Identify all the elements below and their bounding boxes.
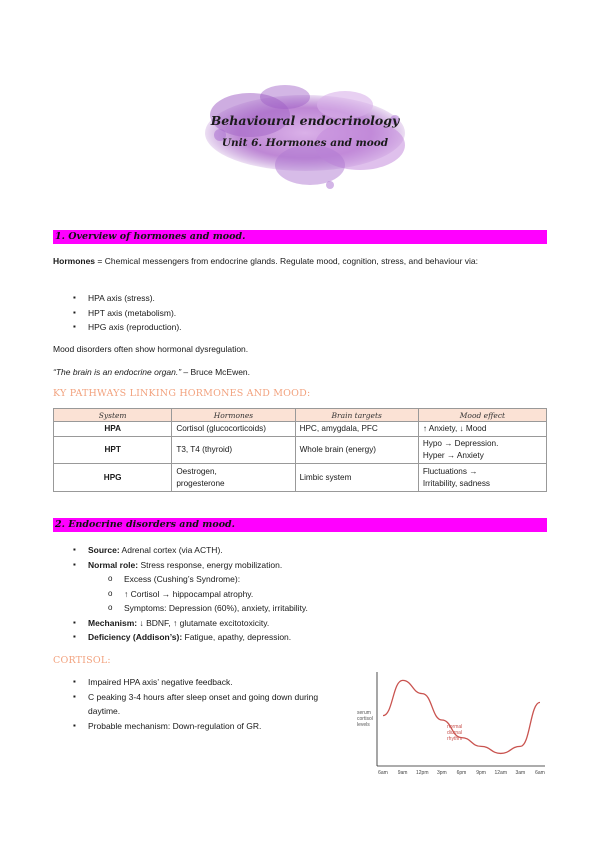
cortisol-chart	[355, 668, 550, 780]
sub-list-item: o Excess (Cushing’s Syndrome):	[70, 572, 540, 587]
list-item: ▪ HPA axis (stress).	[70, 291, 182, 306]
document-title: Behavioural endocrinology	[210, 113, 400, 128]
list-item	[70, 558, 540, 573]
pathways-table	[53, 408, 547, 492]
list-item	[70, 543, 540, 558]
hormones-definition	[53, 254, 547, 268]
quote-author: – Bruce McEwen.	[181, 367, 251, 377]
cortisol-curve	[383, 680, 540, 753]
cell-line: Oestrogen,	[176, 466, 217, 476]
x-tick-label: 9am	[397, 770, 408, 776]
table-header: Hormones	[172, 409, 295, 422]
table-cell: HPT	[54, 437, 172, 464]
pathways-heading: KY PATHWAYS LINKING HORMONES AND MOOD:	[53, 388, 311, 399]
document-subtitle: Unit 6. Hormones and mood	[221, 137, 389, 149]
sub-list-item: o ↑ Cortisol → hippocampal atrophy.	[70, 587, 540, 602]
watercolor-splash	[190, 75, 420, 195]
list-item: ▪ HPG axis (reproduction).	[70, 320, 182, 335]
list-item: ▪ Probable mechanism: Down-regulation of GR.	[70, 719, 350, 734]
table-cell	[418, 437, 546, 464]
quote-line	[53, 365, 547, 379]
table-row	[54, 437, 547, 464]
cell-line: Hypo → Depression.	[422, 439, 499, 448]
curve-annotation: normal diurnal rhythm	[447, 724, 463, 742]
x-tick-label: 3pm	[437, 770, 447, 776]
list-item: ▪ Impaired HPA axis’ negative feedback.	[70, 675, 350, 690]
table-cell	[172, 464, 295, 492]
table-cell: Cortisol (glucocorticoids)	[172, 422, 295, 437]
cell-line: progesterone	[176, 478, 225, 488]
section-2-heading-bar	[53, 518, 547, 532]
cell-line: Irritability, sadness	[422, 478, 491, 488]
table-cell: ↑ Anxiety, ↓ Mood	[418, 422, 546, 437]
x-tick-label: 3am	[515, 770, 526, 776]
table-header: Brain targets	[295, 409, 418, 422]
title-block	[190, 75, 420, 195]
x-tick-label: 6am	[378, 770, 388, 776]
source-text: Adrenal cortex (via ACTH).	[119, 545, 223, 555]
table-row	[54, 422, 547, 437]
list-item: ▪ C peaking 3-4 hours after sleep onset and going down during daytime.	[70, 690, 350, 719]
quote-text: “The brain is an endocrine organ.”	[53, 367, 182, 377]
mechanism-label: Mechanism:	[88, 617, 138, 628]
disorders-list	[70, 543, 540, 645]
table-row	[54, 464, 547, 492]
hormones-term: Hormones	[53, 256, 96, 266]
list-item	[70, 616, 540, 631]
table-cell	[418, 464, 546, 492]
table-cell: HPG	[54, 464, 172, 492]
table-header: System	[54, 409, 172, 422]
x-tick-label: 6am	[535, 770, 545, 776]
x-tick-label: 6pm	[456, 770, 467, 776]
table-cell: HPA	[54, 422, 172, 437]
cell-line: Fluctuations →	[422, 466, 478, 476]
sub-list-item: o Symptoms: Depression (60%), anxiety, irritability.	[70, 601, 540, 616]
cortisol-list	[70, 675, 350, 733]
normal-text: Stress response, energy mobilization.	[138, 559, 283, 570]
section-1-heading-bar	[53, 230, 547, 244]
cortisol-heading: CORTISOL:	[53, 655, 111, 666]
section-1-heading: 1. Overview of hormones and mood.	[55, 231, 246, 242]
cell-line: Hyper → Anxiety	[422, 451, 484, 460]
x-tick-label: 9pm	[476, 770, 486, 776]
table-cell: T3, T4 (thyroid)	[172, 437, 295, 464]
deficiency-text: Fatigue, apathy, depression.	[182, 632, 292, 642]
chart-svg	[355, 668, 550, 780]
table-cell: Whole brain (energy)	[295, 437, 418, 464]
section-2-heading: 2. Endocrine disorders and mood.	[55, 519, 235, 530]
mood-line: Mood disorders often show hormonal dysregulation.	[53, 344, 249, 354]
x-tick-label: 12am	[494, 770, 508, 776]
table-header: Mood effect	[418, 409, 546, 422]
list-item	[70, 630, 540, 645]
table-cell: HPC, amygdala, PFC	[295, 422, 418, 437]
y-axis-label: serum cortisol levels	[357, 710, 373, 728]
list-item: ▪ HPT axis (metabolism).	[70, 306, 182, 321]
normal-label: Normal role:	[88, 559, 139, 570]
deficiency-label: Deficiency (Addison’s):	[88, 632, 183, 642]
x-tick-label: 12pm	[415, 770, 429, 776]
axes-list	[70, 291, 182, 335]
mechanism-text: ↓ BDNF, ↑ glutamate excitotoxicity.	[137, 617, 270, 628]
table-cell: Limbic system	[295, 464, 418, 492]
source-label: Source:	[88, 545, 120, 555]
hormones-def-text: = Chemical messengers from endocrine glands. Regulate mood, cognition, stress, and behaviour via:	[95, 256, 478, 266]
